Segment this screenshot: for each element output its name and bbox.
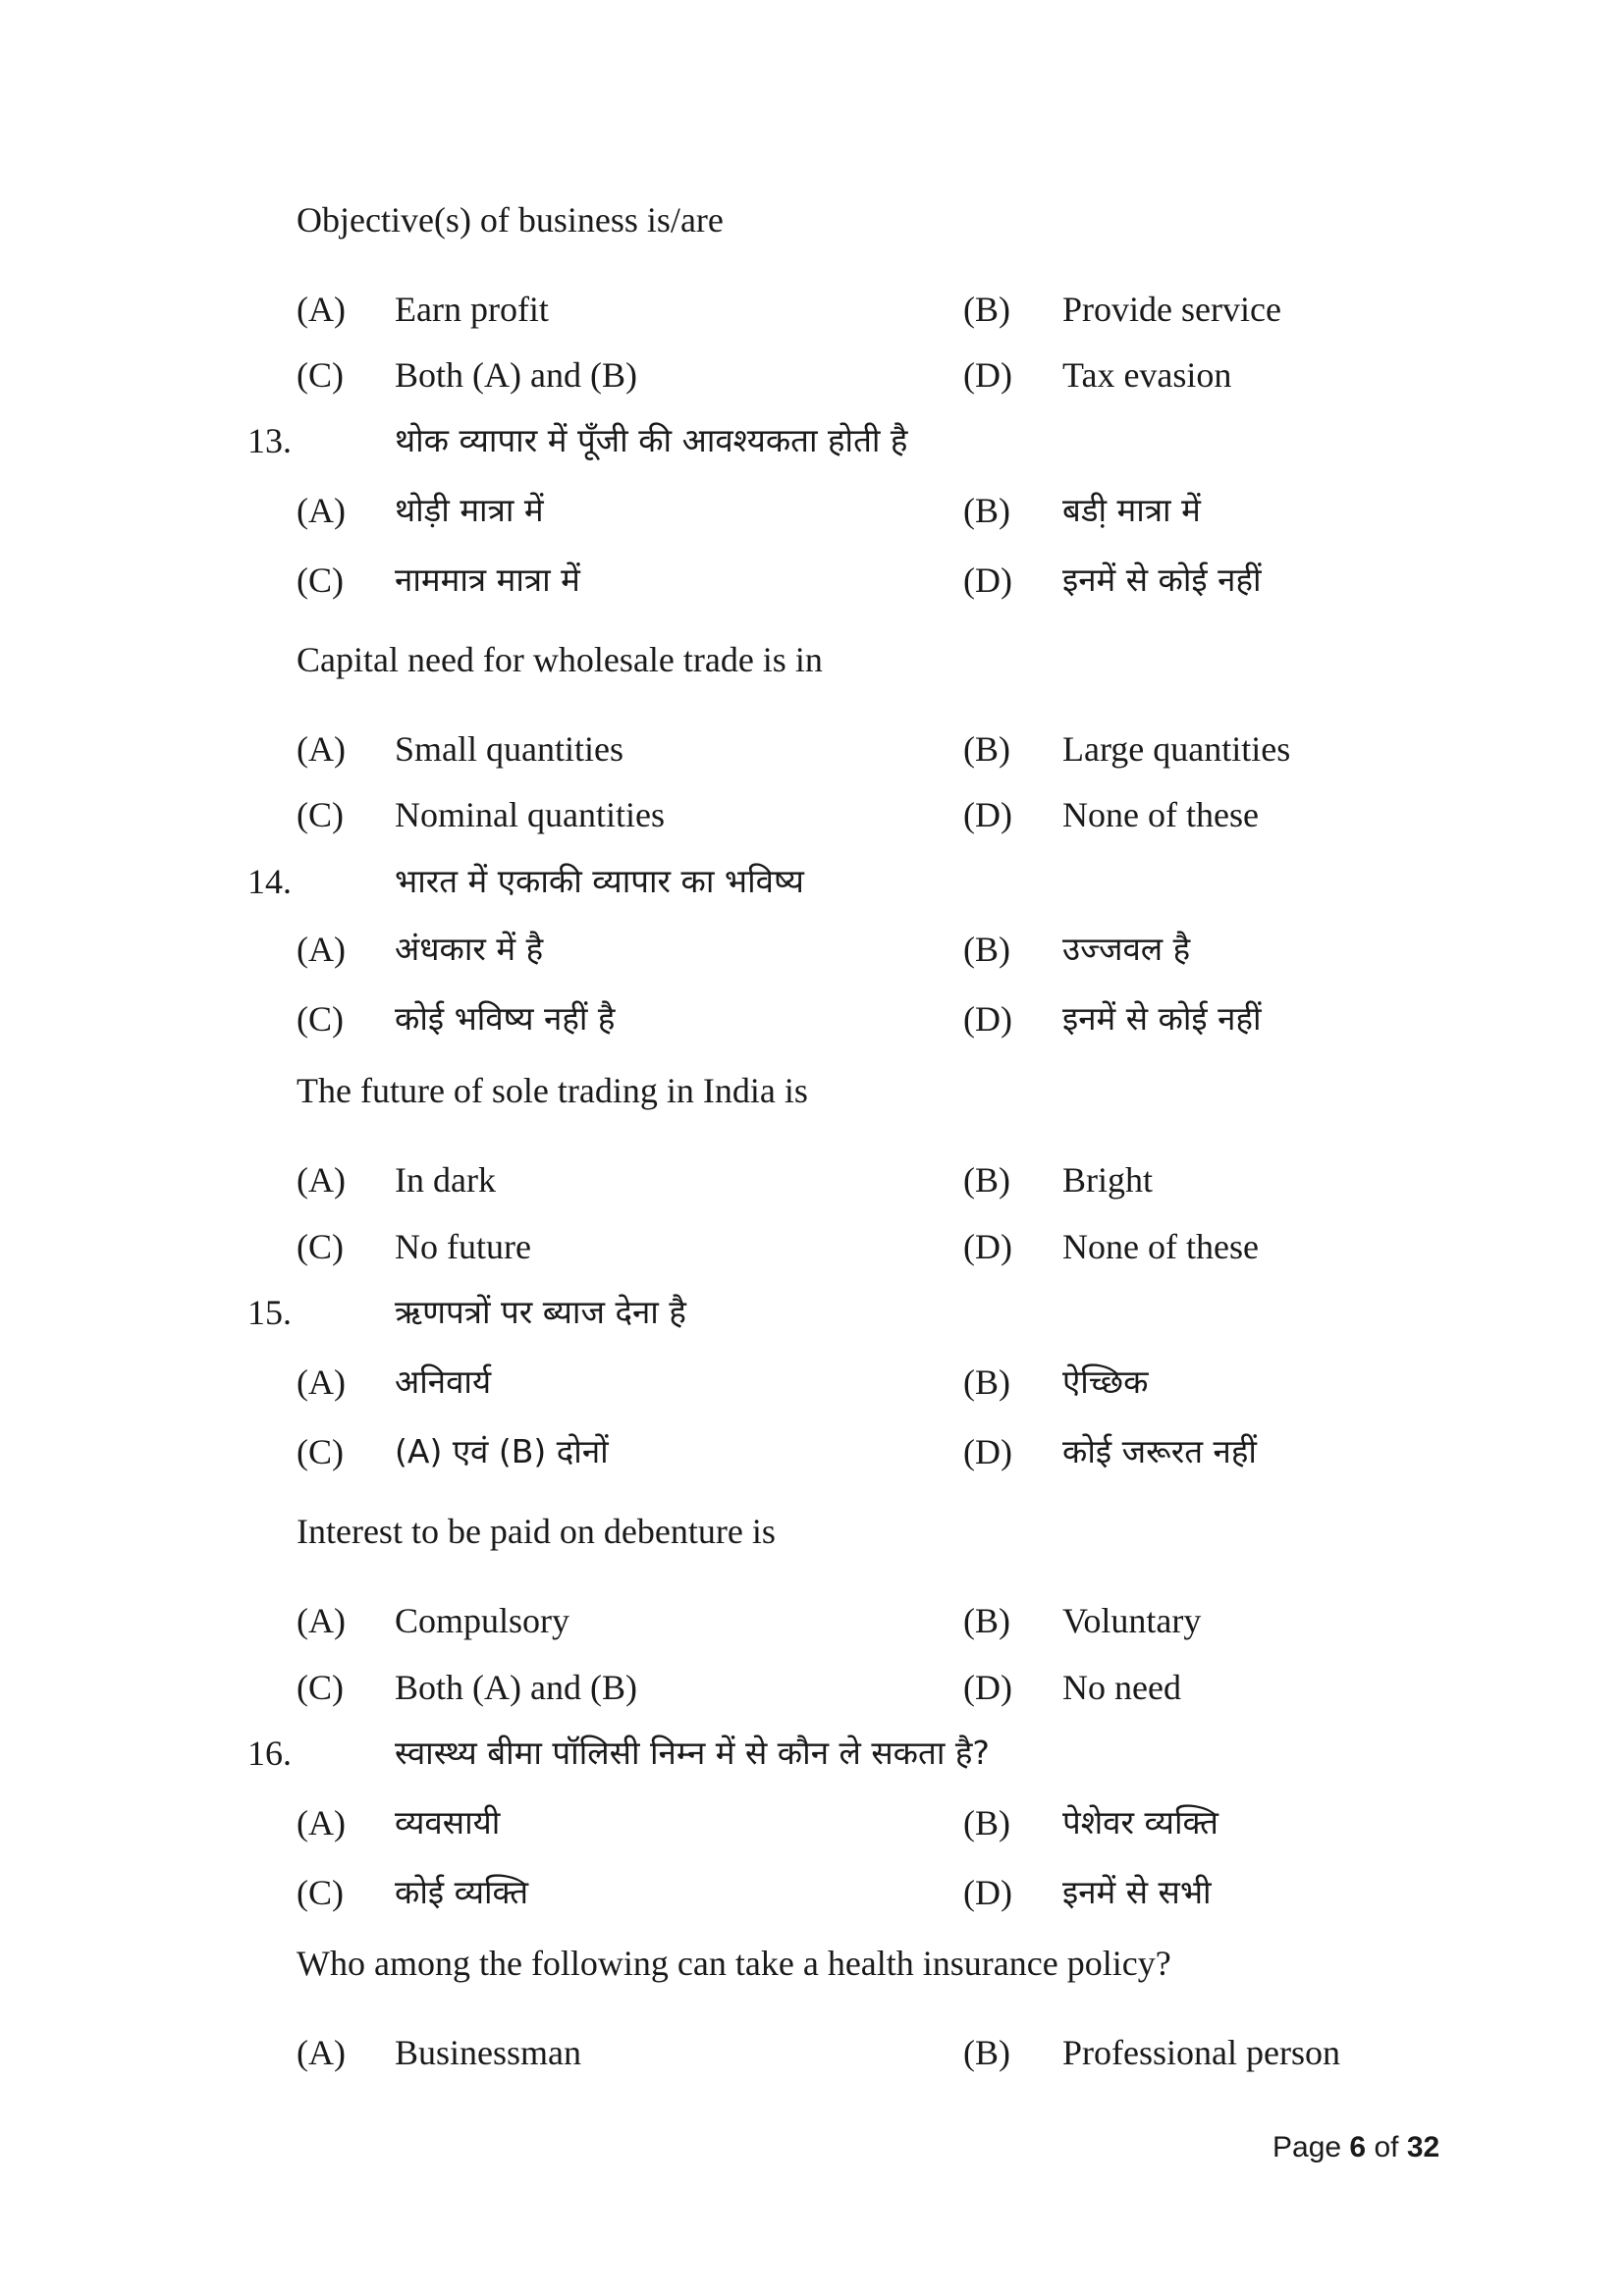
option-label: (B) (963, 1601, 1010, 1640)
question-text: Interest to be paid on debenture is (297, 1512, 776, 1551)
option-text: कोई जरूरत नहीं (1062, 1432, 1257, 1470)
option-text: No future (395, 1227, 531, 1266)
option-text: Small quantities (395, 729, 623, 769)
question-13-english (0, 630, 1624, 689)
options-row (0, 1422, 1624, 1481)
option-text: अंधकार में है (395, 930, 544, 968)
option-text: Voluntary (1062, 1601, 1202, 1640)
option-text: Earn profit (395, 290, 549, 329)
question-text: ऋणपत्रों पर ब्याज देना है (395, 1293, 686, 1331)
option-label: (D) (963, 999, 1012, 1039)
question-15-hindi (0, 1283, 1624, 1342)
options-row (0, 720, 1624, 778)
option-label: (A) (297, 491, 346, 530)
question-text: स्वास्थ्य बीमा पॉलिसी निम्न में से कौन ले सकता है? (395, 1734, 990, 1772)
option-text: Provide service (1062, 290, 1281, 329)
question-text: Objective(s) of business is/are (297, 200, 724, 240)
option-label: (B) (963, 1803, 1010, 1842)
option-text: Large quantities (1062, 729, 1291, 769)
option-text: Professional person (1062, 2033, 1340, 2072)
option-text: In dark (395, 1160, 496, 1200)
option-label: (A) (297, 1362, 346, 1402)
option-label: (D) (963, 355, 1012, 395)
option-text: None of these (1062, 1227, 1259, 1266)
question-text: The future of sole trading in India is (297, 1071, 808, 1110)
question-text: थोक व्यापार में पूँजी की आवश्यकता होती है (395, 421, 908, 459)
option-label: (C) (297, 561, 344, 600)
question-number: 16. (247, 1734, 292, 1773)
option-text: Both (A) and (B) (395, 1668, 637, 1707)
page-prefix: Page (1272, 2131, 1342, 2163)
question-number: 15. (247, 1293, 292, 1332)
options-row (0, 1150, 1624, 1209)
option-text: None of these (1062, 795, 1259, 834)
options-row (0, 989, 1624, 1048)
options-row (0, 1353, 1624, 1412)
option-label: (D) (963, 1668, 1012, 1707)
question-16-hindi (0, 1724, 1624, 1783)
option-label: (A) (297, 1601, 346, 1640)
option-text: पेशेवर व्यक्ति (1062, 1803, 1218, 1842)
option-label: (C) (297, 795, 344, 834)
option-text: इनमें से सभी (1062, 1873, 1212, 1911)
option-label: (C) (297, 355, 344, 395)
option-label: (D) (963, 561, 1012, 600)
option-text: (A) एवं (B) दोनों (395, 1432, 609, 1470)
options-row (0, 1793, 1624, 1852)
option-text: इनमें से कोई नहीं (1062, 561, 1262, 599)
question-15-english (0, 1502, 1624, 1561)
option-label: (D) (963, 795, 1012, 834)
option-text: Bright (1062, 1160, 1154, 1200)
option-label: (B) (963, 491, 1010, 530)
option-label: (B) (963, 1362, 1010, 1402)
option-text: बडी़ मात्रा में (1062, 491, 1201, 529)
page-current: 6 (1349, 2131, 1367, 2163)
option-label: (A) (297, 1160, 346, 1200)
option-text: कोई भविष्य नहीं है (395, 999, 616, 1038)
question-14-english (0, 1061, 1624, 1120)
question-text: Who among the following can take a health insurance policy? (297, 1944, 1171, 1983)
options-row (0, 481, 1624, 540)
options-row (0, 920, 1624, 979)
option-label: (D) (963, 1873, 1012, 1912)
question-text: भारत में एकाकी व्यापार का भविष्य (395, 862, 804, 900)
option-label: (C) (297, 1668, 344, 1707)
option-text: Both (A) and (B) (395, 355, 637, 395)
option-label: (D) (963, 1432, 1012, 1471)
option-text: नाममात्र मात्रा में (395, 561, 580, 599)
option-label: (B) (963, 930, 1010, 969)
option-label: (A) (297, 1803, 346, 1842)
question-13-hindi (0, 411, 1624, 470)
page-total: 32 (1406, 2131, 1440, 2163)
option-text: अनिवार्य (395, 1362, 492, 1401)
question-number: 14. (247, 862, 292, 901)
question-12-english (0, 190, 1624, 249)
option-label: (C) (297, 1873, 344, 1912)
options-row (0, 2023, 1624, 2082)
option-text: No need (1062, 1668, 1181, 1707)
option-text: Tax evasion (1062, 355, 1232, 395)
option-label: (A) (297, 930, 346, 969)
options-row (0, 785, 1624, 844)
option-label: (D) (963, 1227, 1012, 1266)
options-row (0, 1591, 1624, 1650)
option-text: Businessman (395, 2033, 582, 2072)
option-text: Nominal quantities (395, 795, 665, 834)
option-label: (C) (297, 1227, 344, 1266)
options-row (0, 1658, 1624, 1717)
option-label: (B) (963, 729, 1010, 769)
option-text: व्यवसायी (395, 1803, 501, 1842)
options-row (0, 1217, 1624, 1276)
question-16-english (0, 1934, 1624, 1993)
option-text: ऐच्छिक (1062, 1362, 1149, 1401)
option-text: थोड़ी मात्रा में (395, 491, 544, 529)
question-14-hindi (0, 852, 1624, 911)
option-text: इनमें से कोई नहीं (1062, 999, 1262, 1038)
option-label: (C) (297, 999, 344, 1039)
option-label: (B) (963, 1160, 1010, 1200)
options-row (0, 551, 1624, 610)
page-number (1272, 2128, 1439, 2167)
option-text: कोई व्यक्ति (395, 1873, 529, 1911)
option-label: (B) (963, 290, 1010, 329)
option-text: Compulsory (395, 1601, 570, 1640)
question-number: 13. (247, 421, 292, 460)
option-label: (B) (963, 2033, 1010, 2072)
options-row (0, 1863, 1624, 1922)
option-label: (A) (297, 729, 346, 769)
option-text: उज्जवल है (1062, 930, 1191, 968)
options-row (0, 280, 1624, 339)
page-of: of (1374, 2131, 1399, 2163)
option-label: (C) (297, 1432, 344, 1471)
option-label: (A) (297, 290, 346, 329)
options-row (0, 346, 1624, 404)
option-label: (A) (297, 2033, 346, 2072)
question-text: Capital need for wholesale trade is in (297, 640, 823, 679)
